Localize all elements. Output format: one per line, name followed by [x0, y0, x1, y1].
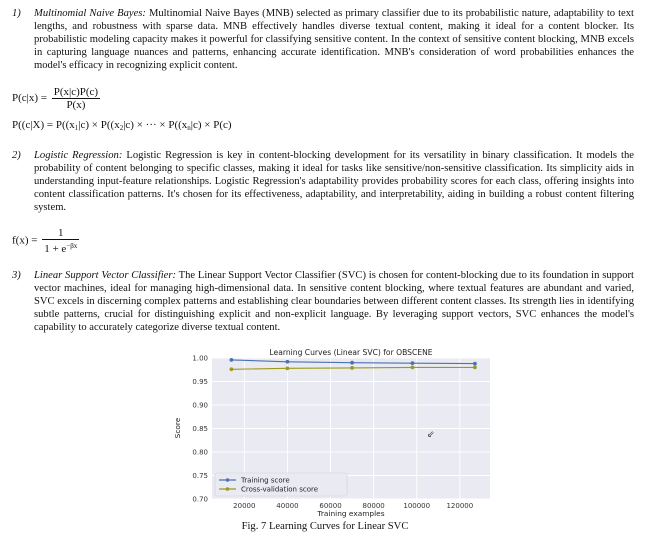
y-tick-label: 0.90	[192, 401, 208, 410]
fraction: $\frac{P(x|c)P(c)}{P(x)}$	[53, 86, 99, 111]
chart-title: Learning Curves (Linear SVC) for OBSCENE	[269, 348, 433, 357]
x-tick-label: 120000	[446, 502, 474, 510]
series-point-0	[473, 362, 477, 366]
section-logistic-regression	[12, 150, 634, 215]
y-tick-label: 1.00	[192, 354, 208, 363]
series-point-1	[411, 366, 415, 370]
y-tick-label: 0.95	[192, 378, 208, 386]
section-body: Multinomial Naive Bayes (MNB) selected as primary classifier due to its probabilistic nature, adaptability to text lengths, and robustness with sparse data. MNB effectively handles diverse textual content, making it ideal for a content blocker. Its probabilistic modeling capacity makes it powerful for classifying sensitive content. In the context of sensitive content blocking, MNB excels in capturing language nuances and patterns, enhancing accurate identification. MNB's consideration of word probabilities enhances the model's efficacy in recognizing explicit content.	[34, 8, 634, 71]
section-title: Logistic Regression:	[34, 150, 123, 161]
section-number: 1)	[12, 8, 21, 19]
y-tick-labels	[192, 355, 208, 504]
legend-label-cv: Cross-validation score	[241, 485, 319, 494]
legend-marker-cv	[226, 487, 230, 491]
x-tick-label: 60000	[319, 502, 342, 510]
x-tick-label: 80000	[362, 502, 385, 510]
series-point-0	[411, 361, 415, 365]
series-point-1	[350, 366, 354, 370]
fraction: $\frac{1}{1 + e^{-\beta x}}$	[44, 227, 78, 255]
learning-curve-chart	[168, 346, 494, 518]
section-body: Logistic Regression is key in content-blocking development for its versatility in binary classification. It models the probability of content belonging to specific classes, making it ideal for tasks like sensitive/non-sensitive classification. Its simplicity aids in understanding input-feature relationships. Logistic Regression's adaptability provides probability scores for each class, offering insights into content classification patterns. It's chosen for its effectiveness, adaptability, and interpretability, aiding in building a robust content filtering system.	[34, 150, 635, 213]
series-point-1	[473, 366, 477, 370]
series-point-1	[286, 366, 290, 370]
legend-marker-training	[226, 478, 230, 482]
y-tick-label: 0.80	[192, 448, 208, 457]
x-tick-label: 100000	[403, 502, 431, 510]
section-multinomial-naive-bayes	[12, 8, 634, 73]
section-paragraph	[12, 270, 634, 335]
bayes-formula: P(c|x) = $\frac{P(x|c)P(c)}{P(x)}$	[12, 86, 99, 111]
figure-caption: Fig. 7 Learning Curves for Linear SVC	[241, 521, 409, 532]
section-body: The Linear Support Vector Classifier (SVC) is chosen for content-blocking due to its foundation in support vector machines, ideal for managing high-dimensional data. In sensitive content blocking, where textual features are abundant and varied, SVC excels in discerning complex patterns and establishing clear boundaries between different content classes. Its strength lies in identifying subtle patterns, crucial for distinguishing explicit and non-explicit language. By leveraging support vectors, SVC enhances the model's capability to accurately categorize diverse textual content.	[34, 270, 634, 333]
series-point-0	[286, 360, 290, 364]
y-tick-label: 0.70	[192, 495, 208, 504]
section-paragraph	[12, 8, 634, 73]
legend	[215, 473, 347, 496]
series-point-0	[229, 358, 233, 362]
x-axis-label: Training examples	[317, 509, 385, 518]
chart-svg	[168, 346, 494, 518]
sigmoid-formula: f(x) = $\frac{1}{1 + e^{-\beta x}}$	[12, 227, 78, 255]
section-number: 2)	[12, 150, 21, 161]
series-point-1	[229, 367, 233, 371]
section-number: 3)	[12, 270, 21, 281]
section-linear-svc	[12, 270, 634, 335]
mouse-cursor-icon: ⇙	[427, 430, 435, 440]
section-title: Linear Support Vector Classifier:	[34, 270, 176, 281]
series-point-0	[350, 361, 354, 365]
section-paragraph	[12, 150, 634, 215]
section-title: Multinomial Naive Bayes:	[34, 8, 146, 19]
y-tick-label: 0.85	[192, 425, 208, 433]
x-tick-label: 40000	[276, 502, 299, 510]
mnb-formula: $P((c|X) = P((x_1|c) \times P((x_2|c)$ × ··· × $P((x_n|c) \times P(c)$	[12, 119, 232, 132]
x-tick-label: 20000	[233, 502, 256, 510]
legend-label-training: Training score	[241, 476, 290, 485]
y-axis-label: Score	[173, 417, 182, 439]
y-tick-label: 0.75	[192, 472, 208, 480]
